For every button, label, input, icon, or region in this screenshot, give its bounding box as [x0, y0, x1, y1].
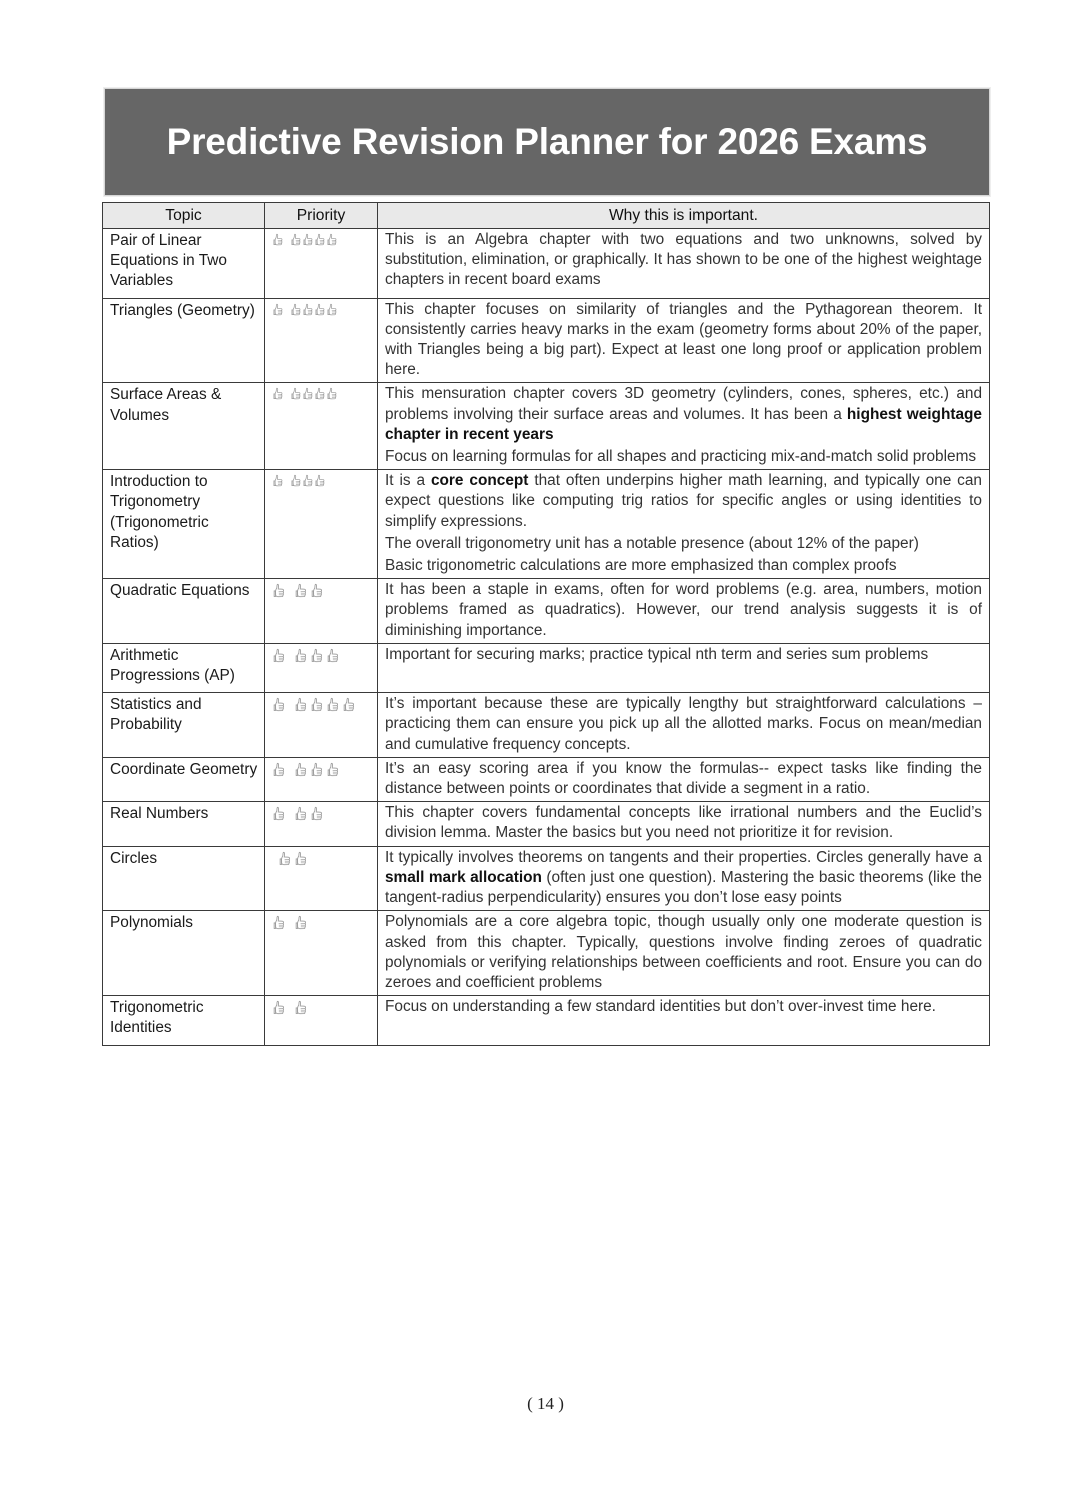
- thumbs-up-icon: [315, 303, 326, 317]
- thumbs-up-icon: [303, 233, 314, 247]
- why-important-cell: [378, 229, 990, 299]
- thumbs-up-icon: [315, 233, 326, 247]
- thumbs-up-icon: [273, 806, 286, 822]
- thumbs-up-icon: [273, 583, 286, 599]
- thumbs-up-icon: [273, 762, 286, 778]
- priority-cell: [265, 579, 378, 644]
- table-row: [103, 470, 990, 579]
- why-paragraph: [385, 997, 982, 1017]
- why-important-cell: [378, 996, 990, 1045]
- body-text: This chapter covers fundamental concepts like irrational numbers and the Euclid’s division lemma. Master the basics but you need not prioritize it for revision.: [385, 804, 982, 842]
- column-header-topic: Topic: [103, 203, 265, 229]
- body-text: The overall trigonometry unit has a notable presence (about 12% of the paper): [385, 534, 919, 552]
- table-row: [103, 229, 990, 299]
- table-row: [103, 802, 990, 846]
- body-text: Important for securing marks; practice typical nth term and series sum problems: [385, 645, 929, 663]
- why-paragraph: [385, 300, 982, 381]
- thumbs-up-icon: [295, 583, 308, 599]
- topic-cell: Quadratic Equations: [103, 579, 265, 644]
- table-row: [103, 383, 990, 470]
- body-text: It’s an easy scoring area if you know the formulas-- expect tasks like finding the distance between points or coordinates that divide a segment in a ratio.: [385, 759, 982, 798]
- priority-cell: [265, 298, 378, 383]
- thumbs-up-icon: [273, 648, 286, 664]
- thumbs-up-icon: [311, 806, 324, 822]
- why-important-cell: [378, 579, 990, 644]
- priority-cell: [265, 911, 378, 996]
- thumbs-up-icon: [311, 648, 324, 664]
- table-row: [103, 846, 990, 911]
- why-important-cell: [378, 693, 990, 758]
- thumbs-up-icon: [273, 474, 284, 488]
- thumbs-up-icon: [303, 303, 314, 317]
- topic-cell: Surface Areas & Volumes: [103, 383, 265, 470]
- priority-rating: [273, 697, 373, 713]
- why-important-cell: [378, 757, 990, 801]
- emphasis-text: highest weightage chapter in recent years: [385, 405, 982, 443]
- body-text: This chapter focuses on similarity of triangles and the Pythagorean theorem. It consistently carries heavy marks in the exam (geometry forms about 20% of the paper, with Triangles being a big part). Expect at least one long proof or application problem here.: [385, 300, 982, 379]
- priority-rating: [273, 233, 373, 249]
- thumbs-up-icon: [311, 697, 324, 713]
- why-paragraph: [385, 534, 982, 554]
- priority-rating: [273, 583, 373, 599]
- priority-rating: [273, 474, 373, 490]
- thumbs-up-icon: [291, 303, 302, 317]
- column-header-priority: Priority: [265, 203, 378, 229]
- thumbs-up-icon: [327, 648, 340, 664]
- body-text: Basic trigonometric calculations are more emphasized than complex proofs: [385, 557, 897, 575]
- priority-cell: [265, 383, 378, 470]
- body-text: Polynomials are a core algebra topic, though usually only one moderate question is asked from this chapter. Typically, questions involve finding zeroes of quadratic polynomials or verifying relationships between coefficients and root. Ensure you can do zeroes and coefficient problems: [385, 913, 982, 991]
- body-text: It’s important because these are typically lengthy but straightforward calculations – practicing them can ensure you pick up all the allotted marks. Focus on mean/median and cumulative frequency concepts.: [385, 695, 982, 753]
- why-important-cell: [378, 383, 990, 470]
- priority-cell: [265, 757, 378, 801]
- topic-cell: Real Numbers: [103, 802, 265, 846]
- priority-rating: [273, 648, 373, 664]
- thumbs-up-icon: [295, 1000, 308, 1016]
- thumbs-up-icon: [343, 697, 356, 713]
- thumbs-up-icon: [295, 915, 308, 931]
- page-number: ( 14 ): [527, 1394, 564, 1413]
- topic-cell: Introduction to Trigonometry (Trigonometric Ratios): [103, 470, 265, 579]
- priority-rating: [273, 806, 373, 822]
- topic-cell: Triangles (Geometry): [103, 298, 265, 383]
- body-text: (often just one question). Mastering the basic theorems (like the tangent-radius perpendicularity) ensures you don’t lose easy points: [385, 868, 982, 907]
- body-text: It typically involves theorems on tangents and their properties. Circles generally have a: [385, 848, 982, 866]
- topic-cell: Polynomials: [103, 911, 265, 996]
- why-paragraph: [385, 848, 982, 909]
- topic-cell: Pair of Linear Equations in Two Variables: [103, 229, 265, 299]
- body-text: Focus on understanding a few standard identities but don’t over-invest time here.: [385, 998, 936, 1016]
- revision-planner-table: [102, 202, 990, 1046]
- thumbs-up-icon: [273, 233, 284, 247]
- table-row: [103, 996, 990, 1045]
- table-row: [103, 643, 990, 692]
- why-paragraph: [385, 471, 982, 532]
- why-paragraph: [385, 803, 982, 843]
- table-row: [103, 579, 990, 644]
- thumbs-up-icon: [327, 387, 338, 401]
- thumbs-up-icon: [295, 762, 308, 778]
- priority-cell: [265, 693, 378, 758]
- thumbs-up-icon: [273, 915, 286, 931]
- priority-rating: [273, 303, 373, 319]
- priority-cell: [265, 470, 378, 579]
- emphasis-text: small mark allocation: [385, 868, 542, 886]
- body-text: This mensuration chapter covers 3D geometry (cylinders, cones, spheres, etc.) and problems involving their surface areas and volumes. It has been a: [385, 385, 982, 423]
- thumbs-up-icon: [311, 762, 324, 778]
- priority-cell: [265, 846, 378, 911]
- priority-cell: [265, 802, 378, 846]
- why-important-cell: [378, 643, 990, 692]
- body-text: that often underpins higher math learning, and typically one can expect questions like computing trig ratios for specific angles or using identities to simplify expressions.: [385, 472, 982, 530]
- thumbs-up-icon: [291, 233, 302, 247]
- topic-cell: Coordinate Geometry: [103, 757, 265, 801]
- emphasis-text: core concept: [430, 472, 529, 490]
- priority-rating: [273, 851, 373, 867]
- why-paragraph: [385, 384, 982, 445]
- thumbs-up-icon: [295, 851, 308, 867]
- column-header-why: Why this is important.: [378, 203, 990, 229]
- table-row: [103, 757, 990, 801]
- topic-cell: Circles: [103, 846, 265, 911]
- why-important-cell: [378, 846, 990, 911]
- page-title: Predictive Revision Planner for 2026 Exams: [166, 121, 928, 162]
- thumbs-up-icon: [315, 387, 326, 401]
- why-paragraph: [385, 912, 982, 993]
- priority-cell: [265, 996, 378, 1045]
- priority-rating: [273, 387, 373, 403]
- thumbs-up-icon: [273, 697, 286, 713]
- priority-cell: [265, 643, 378, 692]
- thumbs-up-icon: [279, 851, 292, 867]
- priority-rating: [273, 1000, 373, 1016]
- thumbs-up-icon: [295, 806, 308, 822]
- table-row: [103, 298, 990, 383]
- thumbs-up-icon: [311, 583, 324, 599]
- priority-cell: [265, 229, 378, 299]
- why-paragraph: [385, 556, 982, 576]
- body-text: It has been a staple in exams, often for word problems (e.g. area, numbers, motion problems framed as quadratics). However, our trend analysis suggests it is of diminishing importance.: [385, 581, 982, 639]
- thumbs-up-icon: [291, 474, 302, 488]
- body-text: This is an Algebra chapter with two equations and two unknowns, solved by substitution, elimination, or graphically. It has shown to be one of the highest weightage chapters in recent board exams: [385, 231, 982, 289]
- thumbs-up-icon: [295, 648, 308, 664]
- thumbs-up-icon: [303, 474, 314, 488]
- why-paragraph: [385, 447, 982, 467]
- priority-rating: [273, 915, 373, 931]
- table-header-row: [103, 203, 990, 229]
- thumbs-up-icon: [273, 1000, 286, 1016]
- thumbs-up-icon: [295, 697, 308, 713]
- thumbs-up-icon: [327, 303, 338, 317]
- topic-cell: Trigonometric Identities: [103, 996, 265, 1045]
- topic-cell: Arithmetic Progressions (AP): [103, 643, 265, 692]
- why-paragraph: [385, 580, 982, 641]
- why-important-cell: [378, 802, 990, 846]
- why-paragraph: [385, 694, 982, 755]
- table-row: [103, 693, 990, 758]
- thumbs-up-icon: [273, 387, 284, 401]
- why-paragraph: [385, 759, 982, 799]
- body-text: It is a: [385, 472, 431, 490]
- thumbs-up-icon: [273, 303, 284, 317]
- thumbs-up-icon: [327, 233, 338, 247]
- thumbs-up-icon: [291, 387, 302, 401]
- why-paragraph: [385, 645, 982, 665]
- title-banner: [104, 88, 990, 196]
- why-important-cell: [378, 911, 990, 996]
- thumbs-up-icon: [303, 387, 314, 401]
- table-body: [103, 229, 990, 1046]
- why-important-cell: [378, 470, 990, 579]
- body-text: Focus on learning formulas for all shapes and practicing mix-and-match solid problems: [385, 448, 977, 466]
- topic-cell: Statistics and Probability: [103, 693, 265, 758]
- thumbs-up-icon: [327, 697, 340, 713]
- priority-rating: [273, 762, 373, 778]
- why-paragraph: [385, 230, 982, 291]
- thumbs-up-icon: [315, 474, 326, 488]
- why-important-cell: [378, 298, 990, 383]
- thumbs-up-icon: [327, 762, 340, 778]
- table-row: [103, 911, 990, 996]
